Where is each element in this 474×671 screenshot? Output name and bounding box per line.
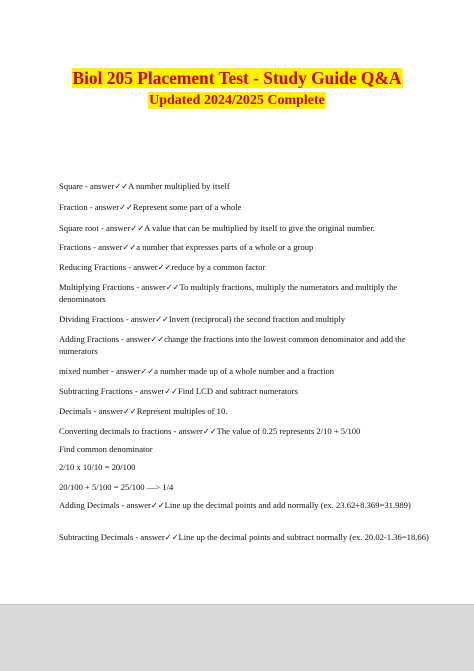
qa-item [59,261,439,273]
qa-item [59,499,439,511]
qa-answer: reduce by a common factor [171,262,266,272]
qa-item [59,180,439,192]
qa-item [59,281,439,305]
qa-answer: A number multiplied by itself [128,181,230,191]
title-block [0,68,474,109]
document-title: Biol 205 Placement Test - Study Guide Q&A [72,68,402,88]
qa-term: Square - answer [59,181,115,191]
check-mark-icon: ✓✓ [164,532,179,542]
qa-item [59,481,439,493]
qa-note: 20/100 + 5/100 = 25/100 —> 1/4 [59,482,174,492]
qa-term: Converting decimals to fractions - answer [59,426,203,436]
check-mark-icon: ✓✓ [164,386,178,396]
qa-note: 2/10 x 10/10 = 20/100 [59,462,136,472]
qa-term: Multiplying Fractions - answer [59,282,166,292]
qa-term: Adding Decimals - answer [59,500,151,510]
check-mark-icon: ✓✓ [150,500,165,510]
check-mark-icon: ✓✓ [119,202,133,212]
qa-item [59,425,439,437]
qa-item [59,241,439,253]
check-mark-icon: ✓✓ [157,262,172,272]
qa-answer: Represent some part of a whole [132,202,242,212]
qa-answer: The value of 0.25 represents 2/10 + 5/100 [216,426,361,436]
qa-item [59,385,439,397]
qa-answer: Line up the decimal points and subtract normally (ex. 20.02-1.36=18.66) [178,532,429,542]
qa-item [59,222,439,234]
qa-term: mixed number - answer [59,366,141,376]
qa-term: Fraction - answer [59,202,120,212]
qa-term: Dividing Fractions - answer [59,314,156,324]
qa-item [59,531,439,543]
qa-item [59,461,439,473]
qa-term: Adding Fractions - answer [59,334,151,344]
check-mark-icon: ✓✓ [202,426,217,436]
qa-item [59,365,439,377]
check-mark-icon: ✓✓ [130,223,145,233]
qa-item [59,405,439,417]
qa-item [59,333,439,357]
qa-term: Subtracting Fractions - answer [59,386,165,396]
check-mark-icon: ✓✓ [155,314,169,324]
qa-item [59,313,439,325]
qa-answer: Find LCD and subtract numerators [177,386,298,396]
qa-term: Decimals - answer [59,406,123,416]
qa-answer: Line up the decimal points and add normally (ex. 23.62+8.369=31.989) [164,500,411,510]
check-mark-icon: ✓✓ [140,366,155,376]
qa-item [59,443,439,455]
qa-answer: To multiply fractions, multiply the numerators and multiply the denominators [59,282,398,304]
page-edge [0,604,474,605]
qa-term: Reducing Fractions - answer [59,262,158,272]
check-mark-icon: ✓✓ [122,406,137,416]
qa-term: Subtracting Decimals - answer [59,532,165,542]
qa-answer: Invert (reciprocal) the second fraction and multiply [168,314,346,324]
check-mark-icon: ✓✓ [122,242,137,252]
qa-answer: A value that can be multiplied by itself to give the original number. [144,223,375,233]
qa-term: Square root - answer [59,223,131,233]
check-mark-icon: ✓✓ [165,282,180,292]
check-mark-icon: ✓✓ [114,181,129,191]
qa-answer: a number made up of a whole number and a fraction [154,366,335,376]
qa-answer: a number that expresses parts of a whole or a group [136,242,314,252]
qa-item [59,201,439,213]
document-subtitle: Updated 2024/2025 Complete [149,93,325,108]
check-mark-icon: ✓✓ [150,334,165,344]
qa-answer: change the fractions into the lowest common denominator and add the numerators [59,334,406,356]
qa-answer: Represent multiples of 10. [136,406,228,416]
qa-term: Fractions - answer [59,242,123,252]
qa-note: Find common denominator [59,444,153,454]
